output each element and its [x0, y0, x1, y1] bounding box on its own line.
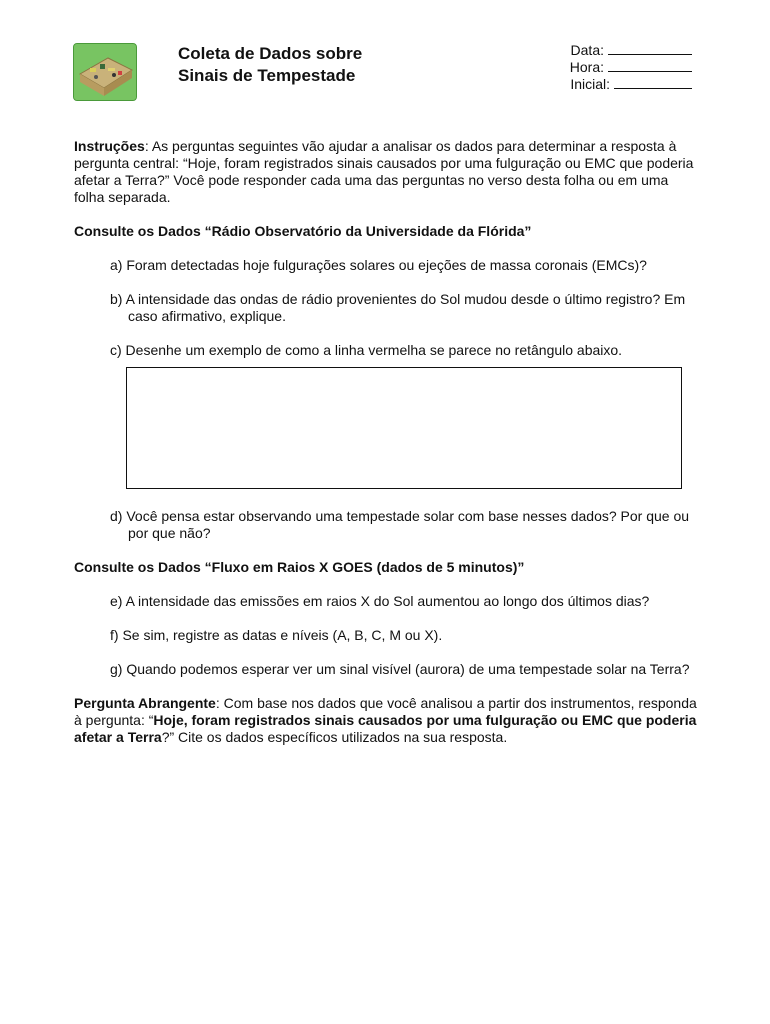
question-e: e) A intensidade das emissões em raios X do Sol aumentou ao longo dos últimos dias? — [110, 593, 650, 609]
section-1-title: Consulte os Dados “Rádio Observatório da Universidade da Flórida” — [74, 223, 532, 239]
page-title — [178, 43, 362, 87]
question-a: a) Foram detectadas hoje fulgurações solares ou ejeções de massa coronais (EMCs)? — [110, 257, 647, 273]
time-label: Hora: — [569, 59, 604, 75]
instructions-lead: Instruções — [74, 138, 145, 154]
initials-blank-line[interactable] — [614, 77, 692, 89]
drawing-box[interactable] — [126, 367, 682, 489]
overarching-text-1: : Com base nos dados que você analisou a partir dos instrumentos, responda à pergunta: “ — [74, 695, 697, 728]
instructions-paragraph — [74, 138, 702, 206]
question-b: b) A intensidade das ondas de rádio provenientes do Sol mudou desde o último registro? Em caso afirmativo, explique. — [110, 291, 686, 324]
date-label: Data: — [570, 42, 604, 58]
overarching-bold-question: Hoje, foram registrados sinais causados por uma fulguração ou EMC que poderia afetar a Terra — [74, 712, 697, 745]
initials-label: Inicial: — [570, 76, 610, 92]
overarching-question-paragraph — [74, 695, 702, 746]
time-blank-line[interactable] — [608, 60, 692, 72]
title-line-2: Sinais de Tempestade — [178, 66, 356, 85]
title-line-1: Coleta de Dados sobre — [178, 44, 363, 63]
question-c: c) Desenhe um exemplo de como a linha vermelha se parece no retângulo abaixo. — [110, 342, 623, 358]
question-g: g) Quando podemos esperar ver um sinal visível (aurora) de uma tempestade solar na Terra? — [110, 661, 690, 677]
overarching-lead: Pergunta Abrangente — [74, 695, 216, 711]
date-blank-line[interactable] — [608, 43, 692, 55]
section-2-title: Consulte os Dados “Fluxo em Raios X GOES (dados de 5 minutos)” — [74, 559, 525, 575]
date-field[interactable] — [570, 42, 692, 59]
time-field[interactable] — [570, 59, 692, 76]
instructions-text: : As perguntas seguintes vão ajudar a analisar os dados para determinar a resposta à pergunta central: “Hoje, foram registrados sinais causados por uma fulguração ou EMC que poderia afetar a Terra?” Você pode responder cada uma das perguntas no verso desta folha ou em uma folha separada. — [74, 138, 694, 205]
initials-field[interactable] — [570, 76, 692, 93]
overarching-text-2: ?” Cite os dados específicos utilizados na sua resposta. — [161, 729, 508, 745]
radio-receiver-photo-icon — [73, 43, 137, 101]
worksheet-body — [74, 138, 702, 746]
question-f: f) Se sim, registre as datas e níveis (A, B, C, M ou X). — [110, 627, 443, 643]
question-d: d) Você pensa estar observando uma tempestade solar com base nesses dados? Por que ou por que não? — [110, 508, 690, 541]
header-fields — [570, 42, 692, 93]
